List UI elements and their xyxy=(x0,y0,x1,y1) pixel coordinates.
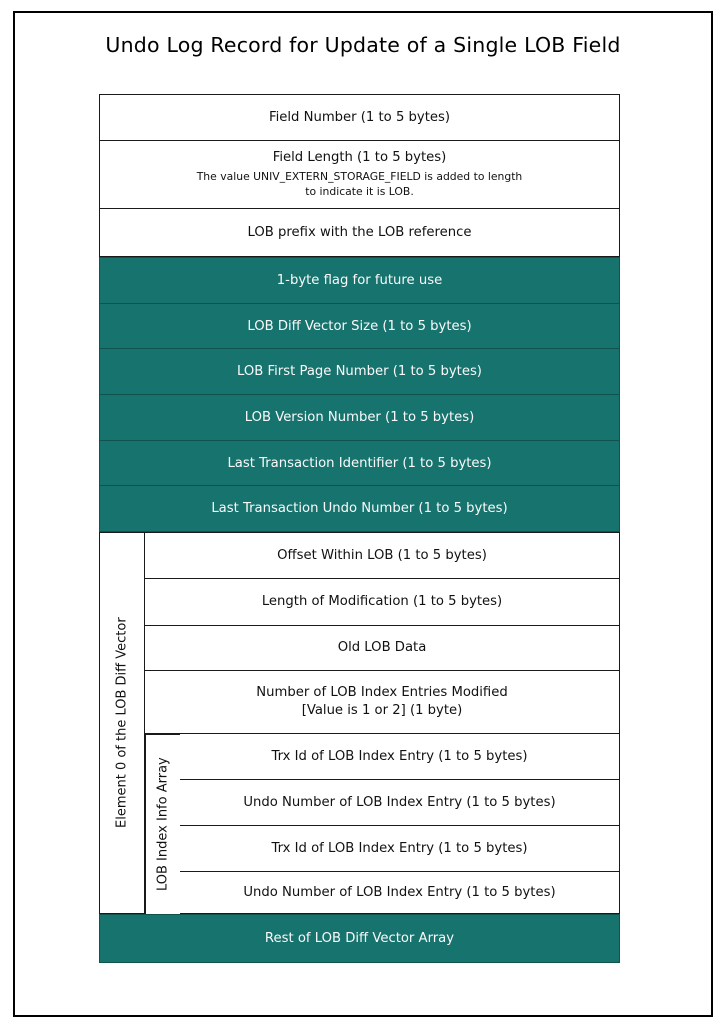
undo-log-record-diagram xyxy=(99,94,620,963)
row-undo-number-entry-1 xyxy=(180,780,620,826)
row-undo-number-entry-2-label: Undo Number of LOB Index Entry (1 to 5 bytes) xyxy=(243,884,556,900)
element0-vertical-label: Element 0 of the LOB Diff Vector xyxy=(99,532,145,914)
row-trx-id-entry-2-label: Trx Id of LOB Index Entry (1 to 5 bytes) xyxy=(271,840,528,856)
row-field-number xyxy=(99,94,620,141)
row-length-of-modification xyxy=(145,579,620,626)
row-offset-within-lob-label: Offset Within LOB (1 to 5 bytes) xyxy=(277,547,487,563)
row-field-number-label: Field Number (1 to 5 bytes) xyxy=(268,109,450,125)
row-lob-prefix-label: LOB prefix with the LOB reference xyxy=(247,224,472,240)
lob-index-info-vertical-label: LOB Index Info Array xyxy=(145,734,180,914)
row-version-number: LOB Version Number (1 to 5 bytes) xyxy=(100,395,619,441)
row-field-length-label: Field Length (1 to 5 bytes) xyxy=(272,150,447,166)
row-last-trx-undo-number: Last Transaction Undo Number (1 to 5 bytes) xyxy=(211,501,508,517)
row-num-index-entries-line1: Number of LOB Index Entries Modified xyxy=(256,685,508,701)
row-num-index-entries xyxy=(145,671,620,734)
row-first-page-number: LOB First Page Number (1 to 5 bytes) xyxy=(100,349,619,395)
teal-rows-group xyxy=(99,257,620,532)
row-offset-within-lob xyxy=(145,532,620,579)
row-diff-vector-size: LOB Diff Vector Size (1 to 5 bytes) xyxy=(100,304,619,350)
element0-rows xyxy=(145,532,620,914)
lob-index-info-rows xyxy=(180,734,620,914)
row-old-lob-data xyxy=(145,626,620,671)
row-flag: 1-byte flag for future use xyxy=(100,258,619,304)
row-undo-number-entry-2 xyxy=(180,872,620,914)
row-trx-id-entry-1 xyxy=(180,734,620,780)
element0-group xyxy=(99,532,620,914)
row-field-length-note-line2: to indicate it is LOB. xyxy=(305,185,414,199)
row-trx-id-entry-2 xyxy=(180,826,620,872)
row-last-trx-identifier: Last Transaction Identifier (1 to 5 bytes) xyxy=(100,441,619,487)
row-lob-prefix xyxy=(99,209,620,257)
row-rest-of-diff-vector-array-label: Rest of LOB Diff Vector Array xyxy=(264,931,455,946)
row-num-index-entries-line2: [Value is 1 or 2] (1 byte) xyxy=(301,703,463,718)
diagram-title: Undo Log Record for Update of a Single LOB Field xyxy=(105,33,621,57)
row-rest-of-diff-vector-array xyxy=(99,914,620,963)
row-length-of-modification-label: Length of Modification (1 to 5 bytes) xyxy=(261,594,503,610)
row-field-length-note-line1: The value UNIV_EXTERN_STORAGE_FIELD is added to length xyxy=(196,170,523,184)
row-trx-id-entry-1-label: Trx Id of LOB Index Entry (1 to 5 bytes) xyxy=(271,748,528,764)
row-old-lob-data-label: Old LOB Data xyxy=(337,640,427,656)
row-field-length xyxy=(99,141,620,209)
lob-index-info-group xyxy=(145,734,620,914)
row-undo-number-entry-1-label: Undo Number of LOB Index Entry (1 to 5 bytes) xyxy=(243,794,556,810)
